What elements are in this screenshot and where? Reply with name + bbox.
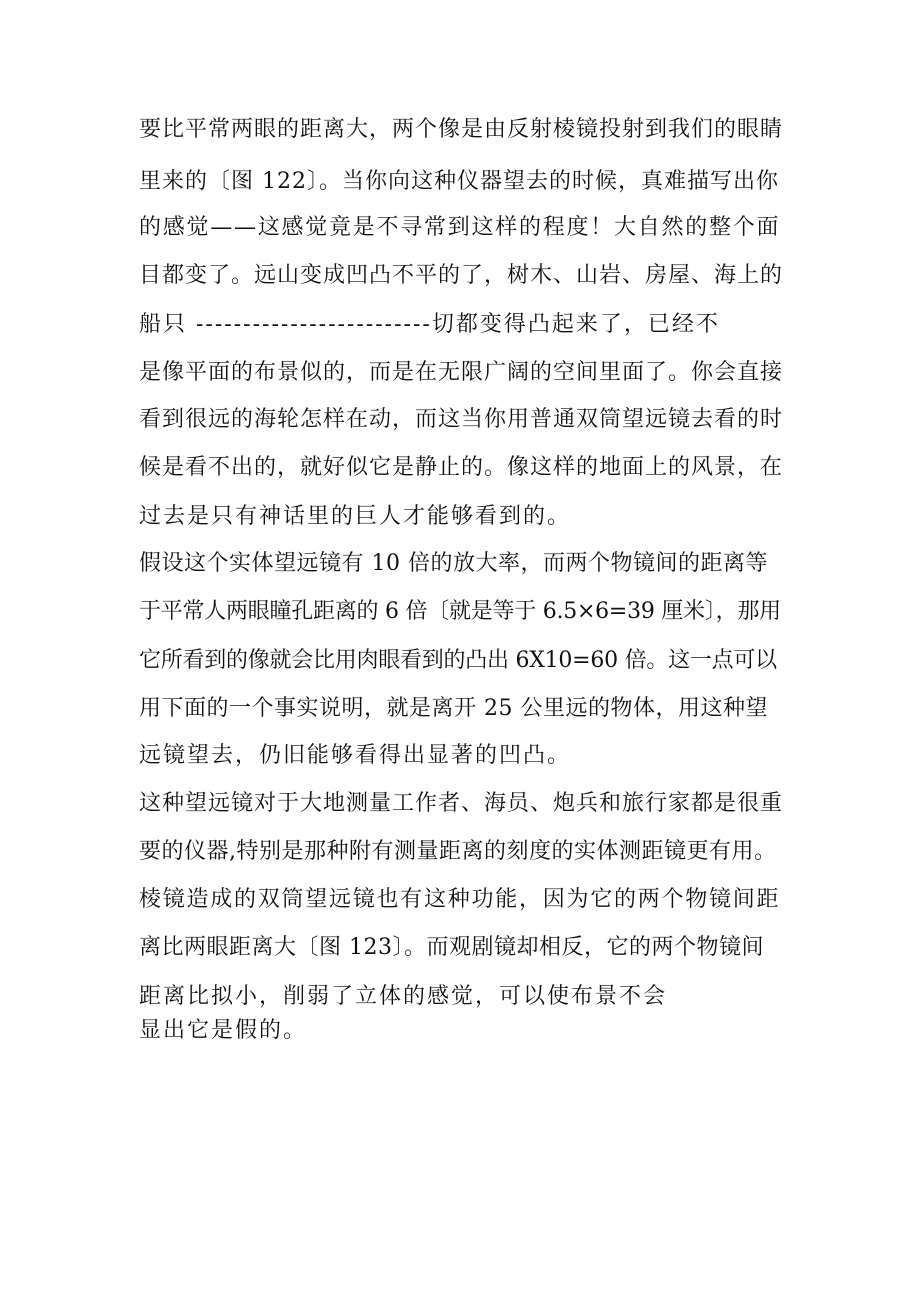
text-line: 船只 -------------------------切都变得凸起来了，已经不 xyxy=(139,312,720,337)
text-line: 候是看不出的，就好似它是静止的。像这样的地面上的风景，在 xyxy=(139,455,784,480)
text-line: 离比两眼距离大〔图 123〕。而观剧镜却相反，它的两个物镜间 xyxy=(139,935,764,960)
text-line: 过去是只有神话里的巨人才能够看到的。 xyxy=(139,504,572,529)
text-line: 里来的〔图 122〕。当你向这种仪器望去的时候，真难描写出你 xyxy=(139,169,779,194)
text-line: 距离比拟小，削弱了立体的感觉，可以使布景不会 xyxy=(139,984,668,1009)
text-line: 假设这个实体望远镜有 10 倍的放大率，而两个物镜间的距离等 xyxy=(139,551,768,576)
text-line: 它所看到的像就会比用肉眼看到的凸出 6X10=60 倍。这一点可以 xyxy=(139,648,777,673)
text-line: 这种望远镜对于大地测量工作者、海员、炮兵和旅行家都是很重 xyxy=(139,791,784,816)
text-line: 要的仪器,特别是那种附有测量距离的刻度的实体测距镜更有用。 xyxy=(139,839,777,864)
text-line: 看到很远的海轮怎样在动，而这当你用普通双筒望远镜去看的时 xyxy=(139,407,784,432)
text-line: 用下面的一个事实说明，就是离开 25 公里远的物体，用这种望 xyxy=(139,696,768,721)
text-line: 目都变了。远山变成凹凸不平的了，树木、山岩、房屋、海上的 xyxy=(139,263,784,288)
text-line: 于平常人两眼瞳孔距离的 6 倍〔就是等于 6.5×6=39 厘米〕，那用 xyxy=(139,599,781,624)
text-line: 是像平面的布景似的，而是在无限广阔的空间里面了。你会直接 xyxy=(139,360,784,385)
text-line: 棱镜造成的双筒望远镜也有这种功能，因为它的两个物镜间距 xyxy=(139,887,781,912)
text-line: 远镜望去，仍旧能够看得出显著的凹凸。 xyxy=(139,743,572,768)
text-line: 要比平常两眼的距离大，两个像是由反射棱镜投射到我们的眼睛 xyxy=(139,117,784,142)
text-line: 显出它是假的。 xyxy=(139,1018,308,1043)
text-line: 的感觉——这感觉竟是不寻常到这样的程度！大自然的整个面 xyxy=(139,215,781,240)
